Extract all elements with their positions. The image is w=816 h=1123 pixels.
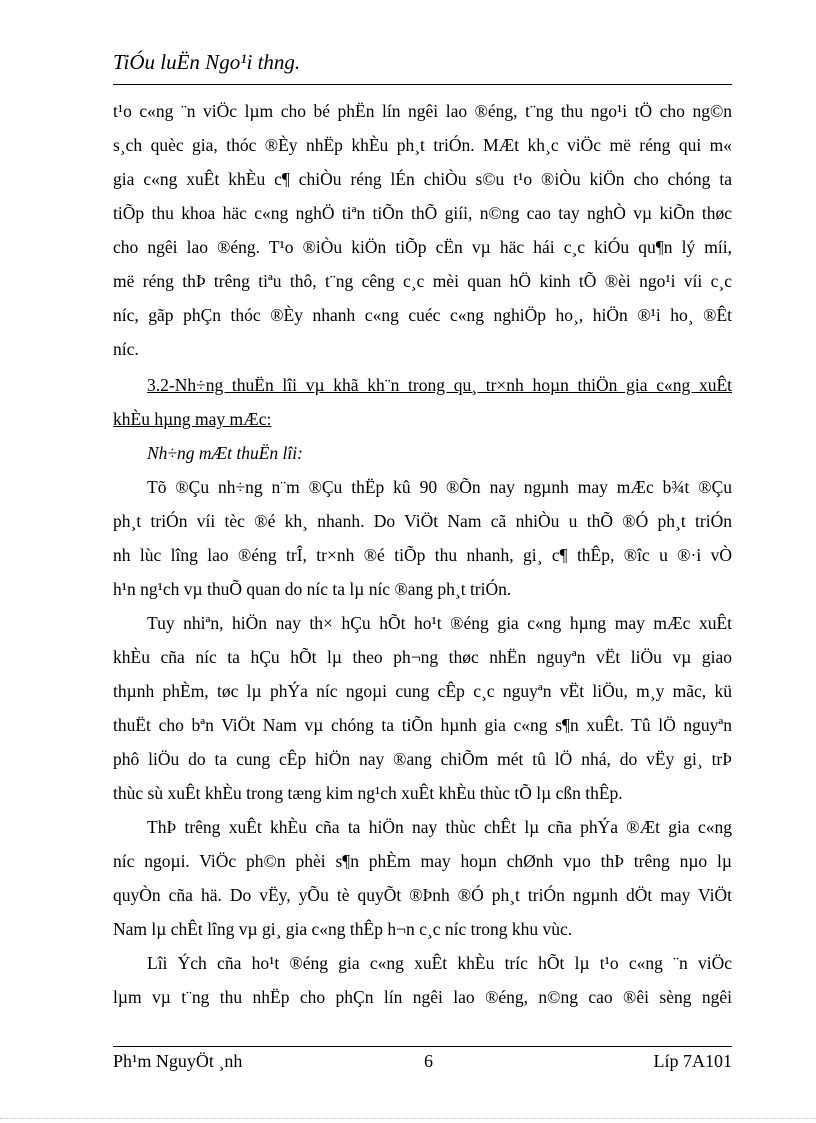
- paragraph-line: thµnh phÈm, tøc lµ phÝa níc ngoµi cung cÊp c¸c nguyªn vËt liÖu, m¸y mãc, kü: [113, 681, 732, 701]
- section-heading: 3.2-Nh÷ng thuËn lîi vµ khã kh¨n trong qu¸ tr×nh hoµn thiÖn gia c«ng xuÊt: [147, 375, 732, 395]
- header-divider: [113, 84, 732, 85]
- page-header-title: TiÓu luËn Ngo¹i thng.: [113, 50, 301, 74]
- paragraph-line: Tuy nhiªn, hiÖn nay th× hÇu hÕt ho¹t ®éng gia c«ng hµng may mÆc xuÊt: [147, 613, 732, 633]
- paragraph-line: t¹o c«ng ¨n viÖc lµm cho bé phËn lín ngêi lao ®éng, t¨ng thu ngo¹i tÖ cho ng©n: [113, 101, 732, 121]
- paragraph-line: nh lùc lîng lao ®éng trÎ, tr×nh ®é tiÕp thu nhanh, gi¸ c¶ thÊp, ®îc u ®·i vÒ: [113, 545, 732, 565]
- paragraph-line: më réng thÞ trêng tiªu thô, t¨ng cêng c¸c mèi quan hÖ kinh tÕ ®èi ngo¹i víi c¸c: [113, 271, 732, 291]
- paragraph-line: thuËt cho bªn ViÖt Nam vµ chóng ta tiÕn hµnh gia c«ng s¶n xuÊt. Tû lÖ nguyªn: [113, 715, 732, 735]
- paragraph-line: níc ngoµi. ViÖc ph©n phèi s¶n phÈm may hoµn chØnh vµo thÞ trêng nµo lµ: [113, 851, 732, 871]
- footer-author: Ph¹m NguyÖt ¸nh: [113, 1051, 243, 1071]
- paragraph-line: s¸ch quèc gia, thóc ®Èy nhËp khÈu ph¸t triÓn. MÆt kh¸c viÖc më réng qui m«: [113, 135, 732, 155]
- paragraph-line: h¹n ng¹ch vµ thuÕ quan do níc ta lµ níc ®ang ph¸t triÓn.: [113, 579, 512, 599]
- paragraph-line: gia c«ng xuÊt khÈu c¶ chiÒu réng lÉn chiÒu s©u t¹o ®iÒu kiÖn cho chóng ta: [113, 169, 732, 189]
- paragraph-line: níc, gãp phÇn thóc ®Èy nhanh c«ng cuéc c«ng nghiÖp ho¸, hiÖn ®¹i ho¸ ®Êt: [113, 305, 732, 325]
- paragraph-line: phô liÖu do ta cung cÊp hiÖn nay ®ang chiÕm mét tû lÖ nhá, do vËy gi¸ trÞ: [113, 749, 732, 769]
- paragraph-line: ThÞ trêng xuÊt khÈu cña ta hiÖn nay thùc chÊt lµ cña phÝa ®Æt gia c«ng: [147, 817, 732, 837]
- paragraph-line: tiÕp thu khoa häc c«ng nghÖ tiªn tiÕn thÕ giíi, n©ng cao tay nghÒ vµ kiÕn thøc: [113, 203, 732, 223]
- paragraph-line: níc.: [113, 339, 139, 359]
- section-heading-cont: khÈu hµng may mÆc:: [113, 409, 272, 429]
- paragraph-line: Lîi Ých cña ho¹t ®éng gia c«ng xuÊt khÈu tríc hÕt lµ t¹o c«ng ¨n viÖc: [147, 953, 732, 973]
- footer-divider: [113, 1046, 732, 1047]
- paragraph-line: ph¸t triÓn víi tèc ®é kh¸ nhanh. Do ViÖt Nam cã nhiÒu u thÕ ®Ó ph¸t triÓn: [113, 511, 732, 531]
- paragraph-line: Tõ ®Çu nh÷ng n¨m ®Çu thËp kû 90 ®Õn nay ngµnh may mÆc b¾t ®Çu: [147, 477, 732, 497]
- page-boundary: [0, 1118, 816, 1119]
- paragraph-line: quyÒn cña hä. Do vËy, yÕu tè quyÕt ®Þnh ®Ó ph¸t triÓn ngµnh dÖt may ViÖt: [113, 885, 732, 905]
- paragraph-line: khÈu cña níc ta hÇu hÕt lµ theo ph¬ng thøc nhËn nguyªn vËt liÖu vµ giao: [113, 647, 732, 667]
- subheading: Nh÷ng mÆt thuËn lîi:: [147, 443, 303, 463]
- page-number: 6: [424, 1051, 433, 1071]
- paragraph-line: thùc sù xuÊt khÈu trong tæng kim ng¹ch xuÊt khÈu thùc tÕ lµ cßn thÊp.: [113, 783, 623, 803]
- paragraph-line: lµm vµ t¨ng thu nhËp cho phÇn lín ngêi lao ®éng, n©ng cao ®êi sèng ngêi: [113, 987, 732, 1007]
- paragraph-line: cho ngêi lao ®éng. T¹o ®iÒu kiÖn tiÕp cËn vµ häc hái c¸c kiÓu qu¶n lý míi,: [113, 237, 732, 257]
- paragraph-line: Nam lµ chÊt lîng vµ gi¸ gia c«ng thÊp h¬n c¸c níc trong khu vùc.: [113, 919, 573, 939]
- footer-class: Líp 7A101: [653, 1051, 732, 1071]
